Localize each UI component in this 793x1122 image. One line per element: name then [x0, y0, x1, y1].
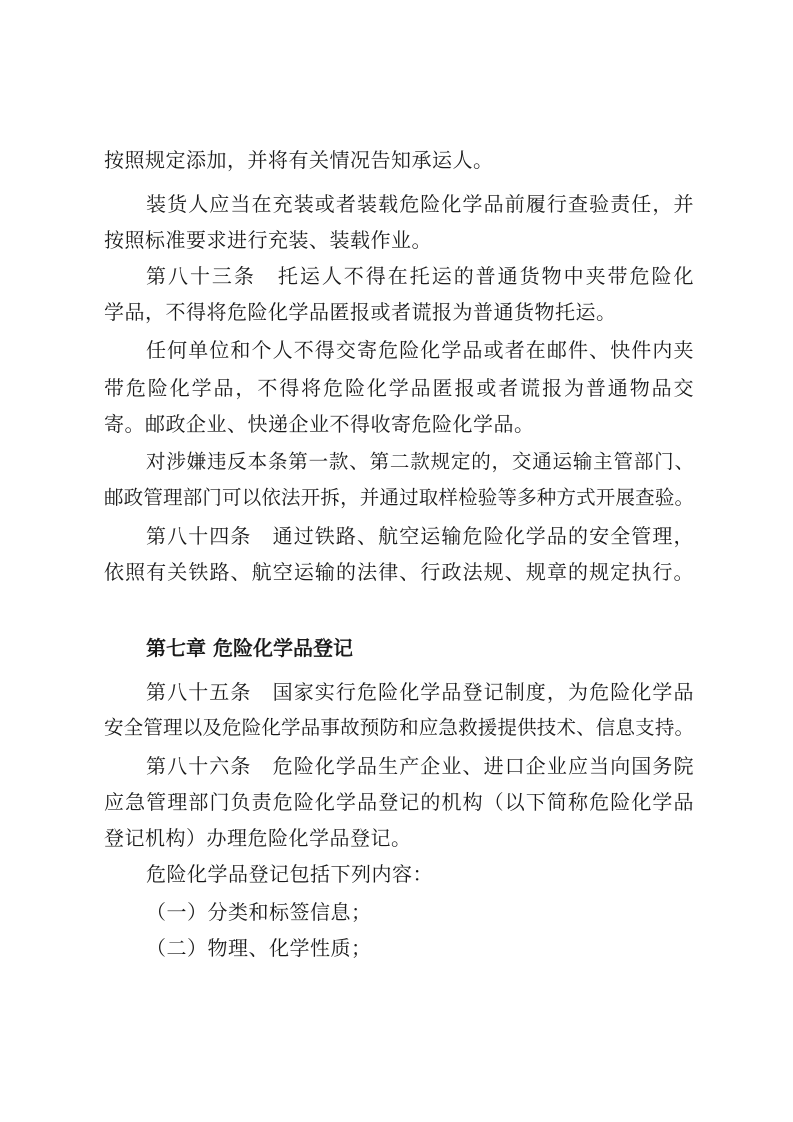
article-83-line: 第八十三条 托运人不得在托运的普通货物中夹带危险化 [146, 264, 694, 288]
text-line: 学品，不得将危险化学品匿报或者谎报为普通货物托运。 [104, 300, 617, 324]
text-line: 对涉嫌违反本条第一款、第二款规定的，交通运输主管部门、 [146, 450, 694, 473]
text-line: 装货人应当在充装或者装载危险化学品前履行查验责任，并 [146, 192, 694, 216]
text-line: 安全管理以及危险化学品事故预防和应急救援提供技术、信息支持。 [104, 716, 694, 739]
text-line: 按照标准要求进行充装、装载作业。 [104, 228, 432, 252]
article-85-line: 第八十五条 国家实行危险化学品登记制度，为危险化学品 [146, 680, 694, 704]
list-item: （一）分类和标签信息； [146, 900, 372, 924]
chapter-heading: 第七章 危险化学品登记 [146, 636, 353, 660]
list-item: （二）物理、化学性质； [146, 936, 372, 960]
article-84-line: 第八十四条 通过铁路、航空运输危险化学品的安全管理， [146, 524, 694, 548]
text-line: 邮政管理部门可以依法开拆，并通过取样检验等多种方式开展查验。 [104, 486, 694, 509]
text-line: 按照规定添加，并将有关情况告知承运人。 [104, 148, 494, 172]
text-line: 寄。邮政企业、快递企业不得收寄危险化学品。 [104, 412, 535, 436]
text-line: 依照有关铁路、航空运输的法律、行政法规、规章的规定执行。 [104, 560, 694, 584]
text-line: 应急管理部门负责危险化学品登记的机构（以下简称危险化学品 [104, 790, 694, 814]
article-86-line: 第八十六条 危险化学品生产企业、进口企业应当向国务院 [146, 754, 694, 778]
text-line: 任何单位和个人不得交寄危险化学品或者在邮件、快件内夹 [146, 338, 694, 362]
text-line: 带危险化学品，不得将危险化学品匿报或者谎报为普通物品交 [104, 376, 694, 400]
text-line: 登记机构）办理危险化学品登记。 [104, 826, 412, 850]
text-line: 危险化学品登记包括下列内容： [146, 862, 433, 886]
